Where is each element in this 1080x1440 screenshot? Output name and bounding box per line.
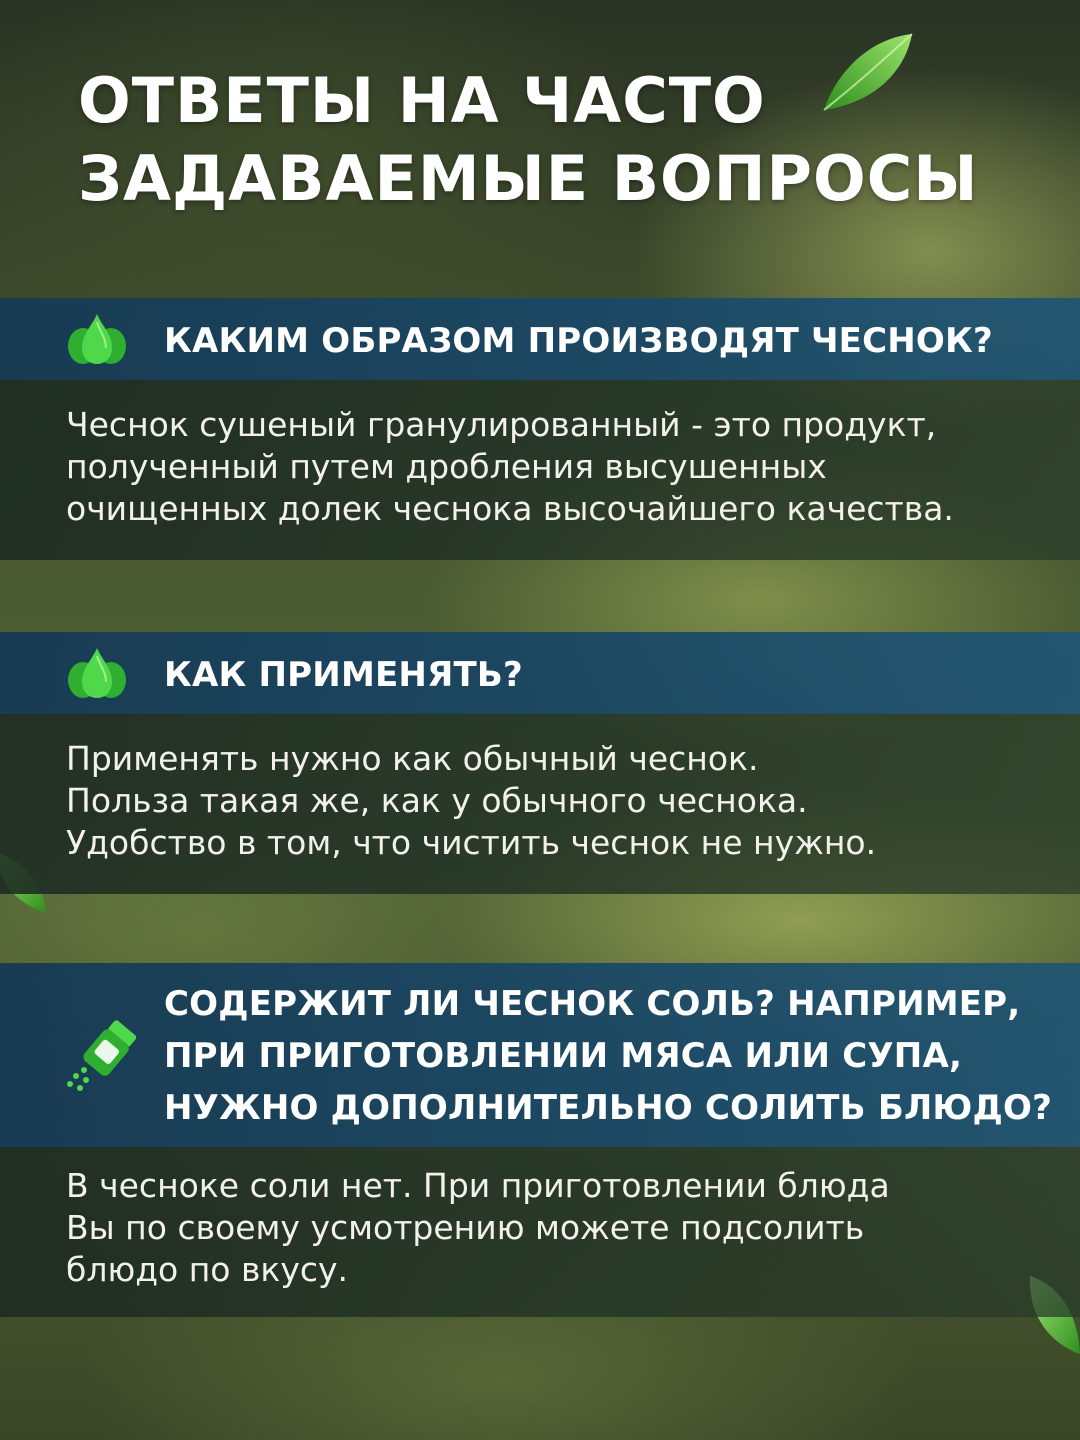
faq-question-2 bbox=[164, 649, 1064, 701]
faq-answer-2 bbox=[66, 738, 1056, 864]
faq-answer-2-line-2: Польза такая же, как у обычного чеснока. bbox=[66, 781, 808, 820]
faq-question-1-line-1: КАКИМ ОБРАЗОМ ПРОИЗВОДЯТ ЧЕСНОК? bbox=[164, 321, 993, 361]
faq-answer-3-line-1: В чесноке соли нет. При приготовлении блюда bbox=[66, 1166, 890, 1205]
faq-question-3-line-1: СОДЕРЖИТ ЛИ ЧЕСНОК СОЛЬ? НАПРИМЕР, bbox=[164, 984, 1021, 1024]
faq-question-1 bbox=[164, 315, 1064, 367]
faq-question-3-line-2: ПРИ ПРИГОТОВЛЕНИИ МЯСА ИЛИ СУПА, bbox=[164, 1036, 963, 1076]
garlic-icon bbox=[66, 646, 128, 700]
faq-question-3 bbox=[164, 978, 1064, 1134]
faq-answer-3-line-3: блюдо по вкусу. bbox=[66, 1250, 349, 1289]
page-title-line-1: ОТВЕТЫ НА ЧАСТО bbox=[78, 64, 766, 137]
faq-answer-1-line-1: Чеснок сушеный гранулированный - это продукт, bbox=[66, 405, 937, 444]
faq-answer-3 bbox=[66, 1165, 1056, 1291]
garlic-icon bbox=[66, 312, 128, 366]
faq-answer-2-line-1: Применять нужно как обычный чеснок. bbox=[66, 739, 759, 778]
page-title bbox=[78, 62, 1038, 218]
faq-answer-1-line-2: полученный путем дробления высушенных bbox=[66, 447, 827, 486]
page-title-line-2: ЗАДАВАЕМЫЕ ВОПРОСЫ bbox=[78, 142, 979, 215]
faq-answer-1-line-3: очищенных долек чеснока высочайшего качества. bbox=[66, 489, 954, 528]
faq-answer-1 bbox=[66, 404, 1056, 530]
salt-shaker-icon bbox=[66, 1018, 140, 1094]
faq-question-3-line-3: НУЖНО ДОПОЛНИТЕЛЬНО СОЛИТЬ БЛЮДО? bbox=[164, 1088, 1053, 1128]
faq-answer-3-line-2: Вы по своему усмотрению можете подсолить bbox=[66, 1208, 865, 1247]
faq-question-2-line-1: КАК ПРИМЕНЯТЬ? bbox=[164, 655, 523, 695]
faq-answer-2-line-3: Удобство в том, что чистить чеснок не нужно. bbox=[66, 823, 877, 862]
